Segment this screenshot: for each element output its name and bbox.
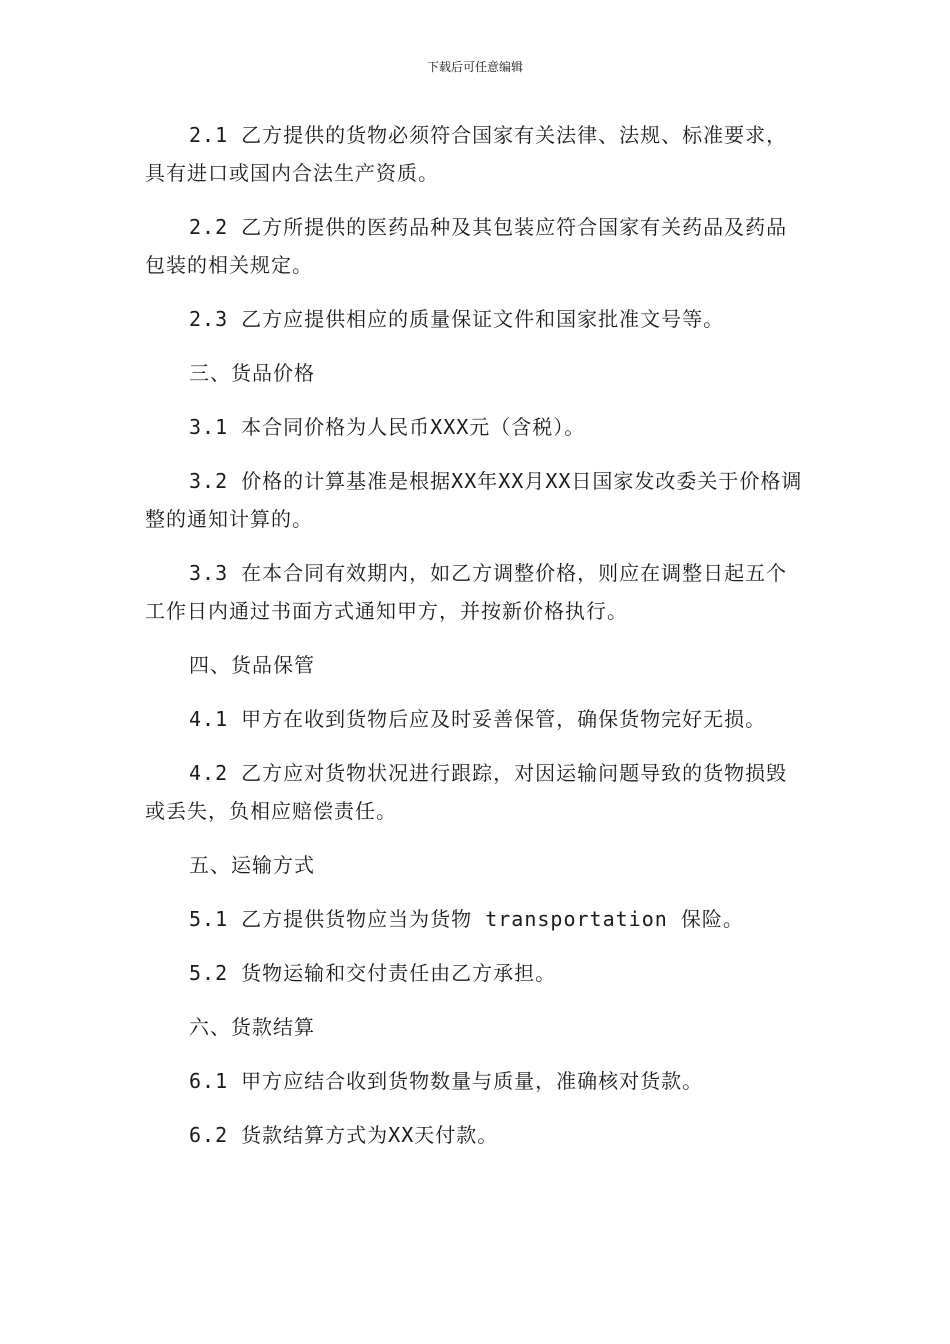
section-heading-4: 四、货品保管 bbox=[189, 653, 315, 677]
clause-3-1: 3.1 本合同价格为人民币XXX元（含税）。 bbox=[189, 415, 586, 439]
clause-6-1: 6.1 甲方应结合收到货物数量与质量，准确核对货款。 bbox=[189, 1069, 704, 1093]
clause-4-2: 4.2 乙方应对货物状况进行跟踪，对因运输问题导致的货物损毁或丢失，负相应赔偿责任。 bbox=[145, 761, 788, 823]
clause-3-3: 3.3 在本合同有效期内，如乙方调整价格，则应在调整日起五个工作日内通过书面方式通知甲方，并按新价格执行。 bbox=[145, 561, 788, 623]
section-heading-6: 六、货款结算 bbox=[189, 1015, 315, 1039]
clause-5-2: 5.2 货物运输和交付责任由乙方承担。 bbox=[189, 961, 557, 985]
clause-3-2: 3.2 价格的计算基准是根据XX年XX月XX日国家发改委关于价格调整的通知计算的。 bbox=[145, 469, 803, 531]
document-body bbox=[145, 116, 805, 1170]
clause-4-1: 4.1 甲方在收到货物后应及时妥善保管，确保货物完好无损。 bbox=[189, 707, 767, 731]
page-header: 下载后可任意编辑 bbox=[426, 60, 523, 74]
clause-2-3: 2.3 乙方应提供相应的质量保证文件和国家批准文号等。 bbox=[189, 307, 725, 331]
clause-2-1: 2.1 乙方提供的货物必须符合国家有关法律、法规、标准要求，具有进口或国内合法生产资质。 bbox=[145, 123, 788, 185]
section-heading-3: 三、货品价格 bbox=[189, 361, 315, 385]
clause-6-2: 6.2 货款结算方式为XX天付款。 bbox=[189, 1123, 499, 1147]
section-heading-5: 五、运输方式 bbox=[189, 853, 315, 877]
clause-2-2: 2.2 乙方所提供的医药品种及其包装应符合国家有关药品及药品包装的相关规定。 bbox=[145, 215, 788, 277]
clause-5-1: 5.1 乙方提供货物应当为货物 transportation 保险。 bbox=[189, 907, 744, 931]
